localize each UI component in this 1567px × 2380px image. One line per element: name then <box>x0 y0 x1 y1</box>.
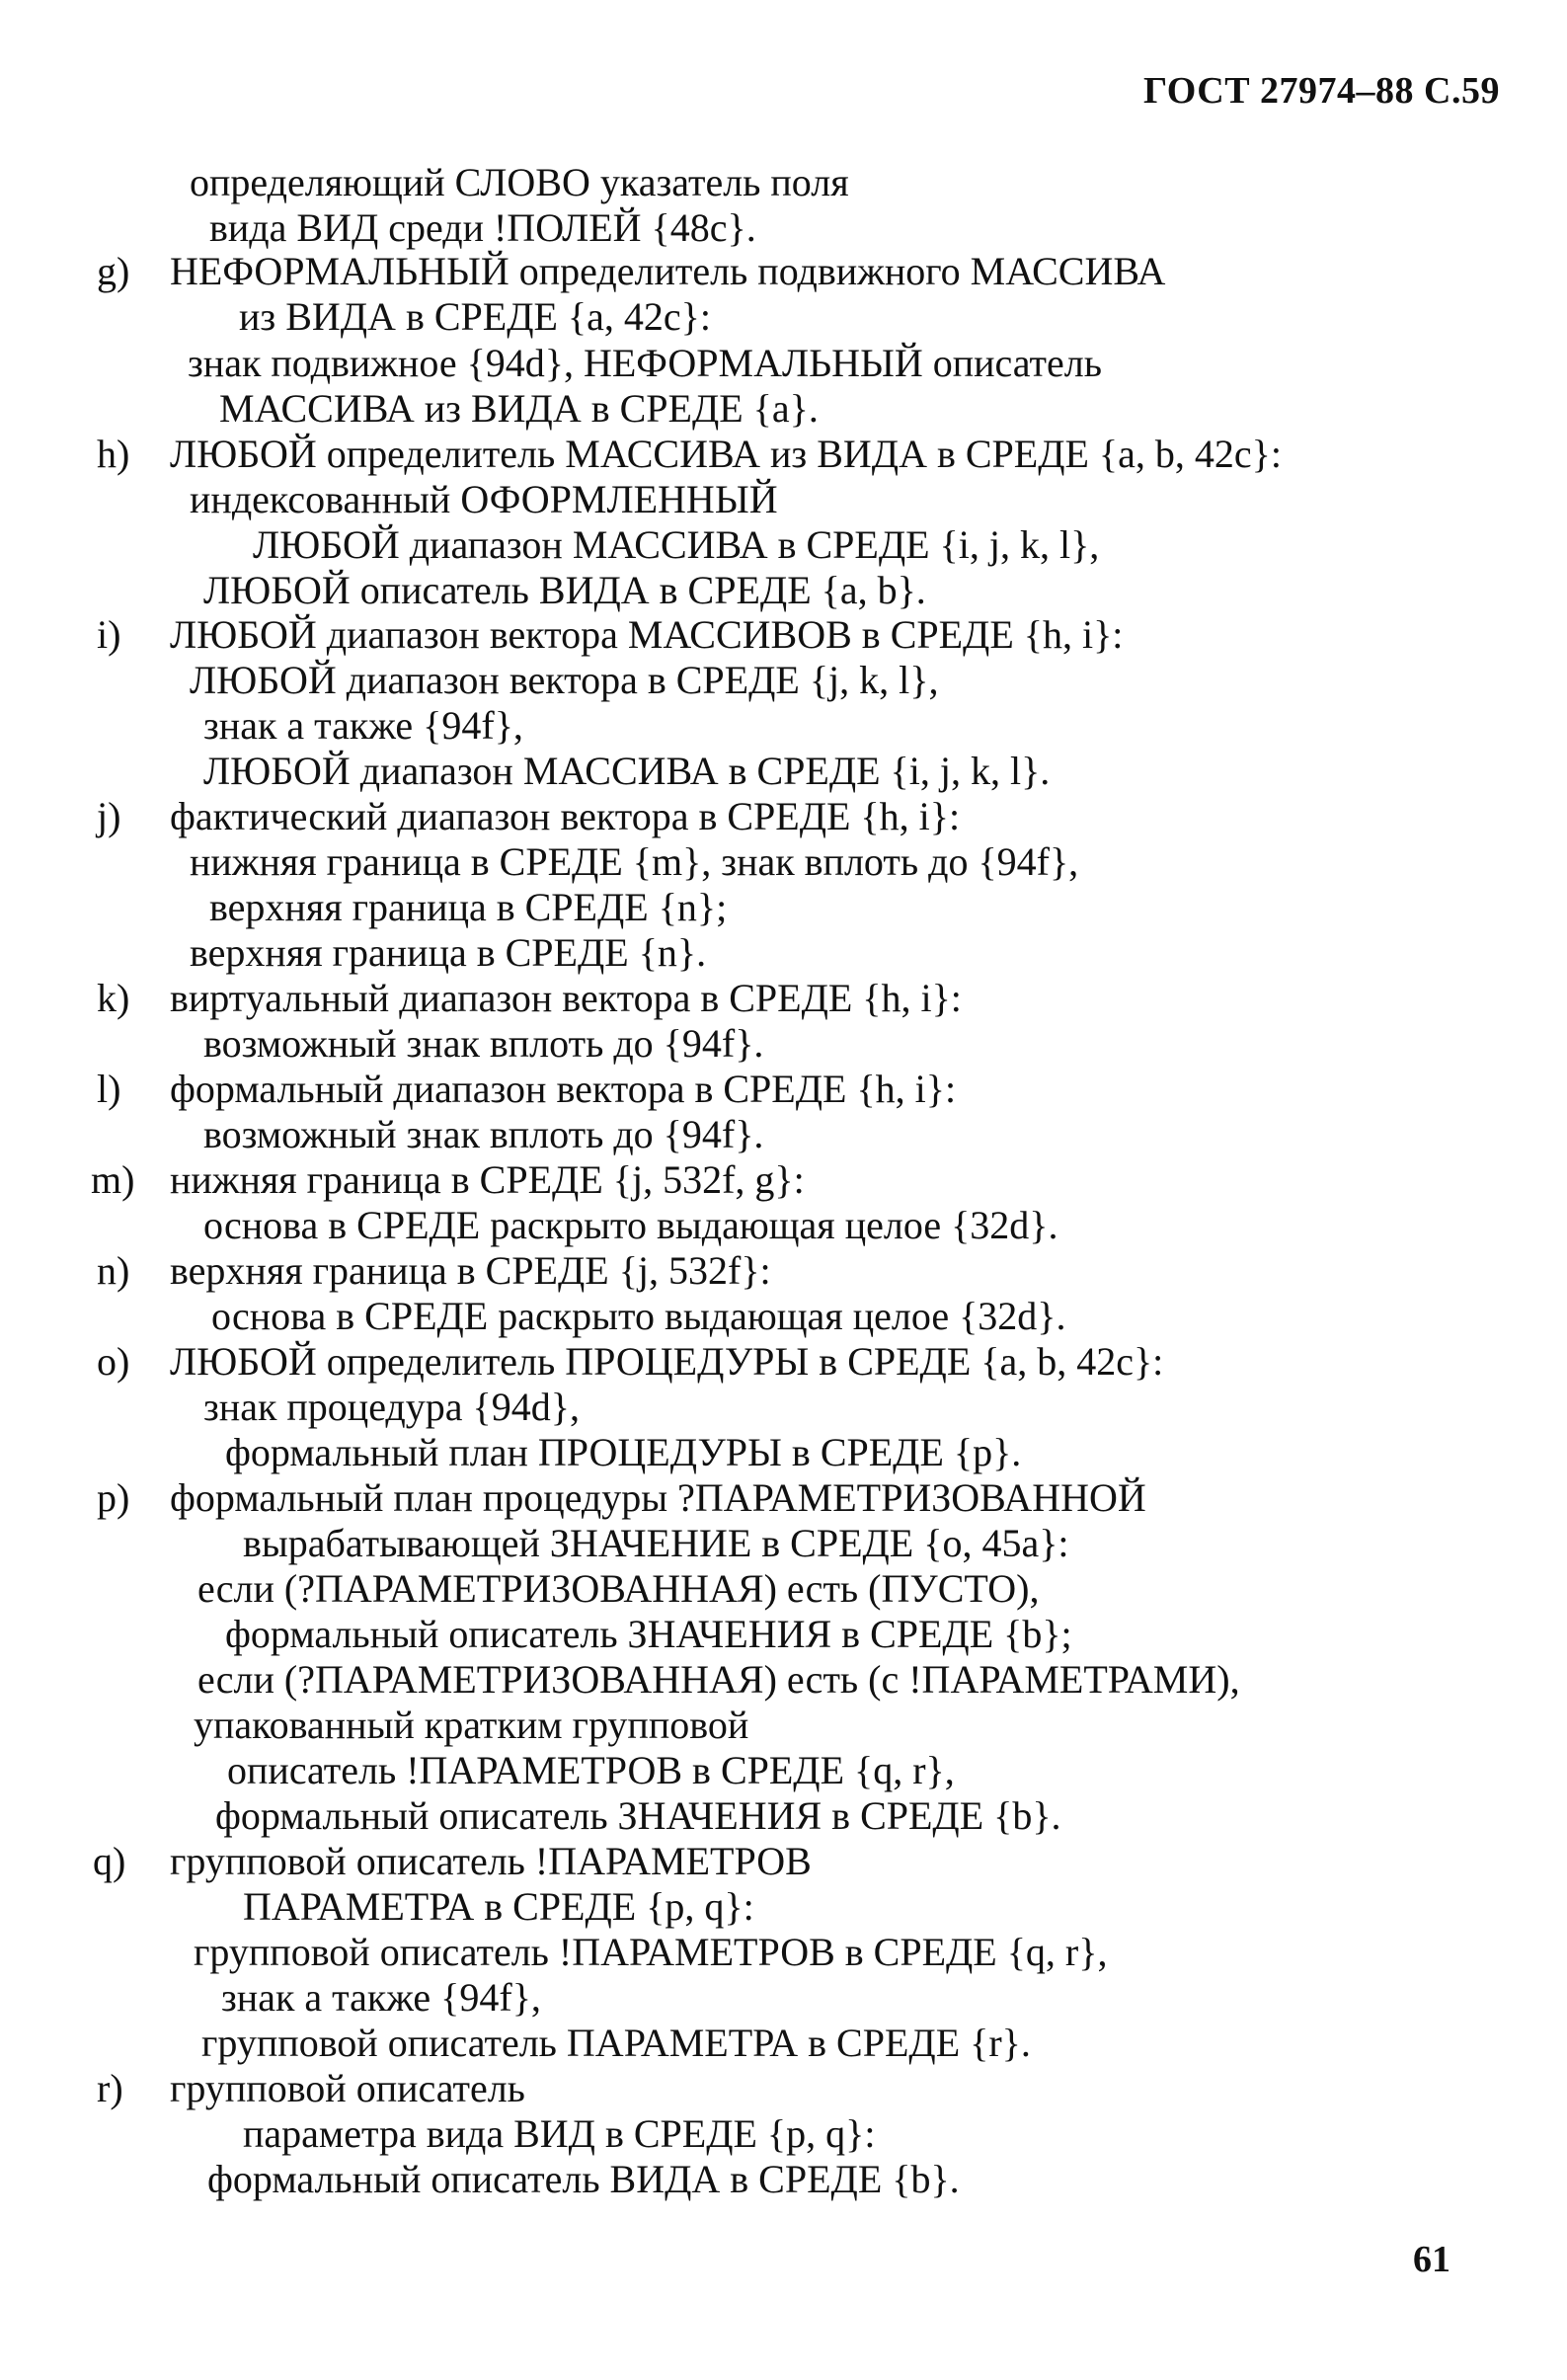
text-line: виртуальный диапазон вектора в СРЕДЕ {h, i}: <box>170 976 962 1020</box>
text-line: вырабатывающей ЗНАЧЕНИЕ в СРЕДЕ {o, 45a}: <box>243 1521 1069 1565</box>
text-line: групповой описатель !ПАРАМЕТРОВ в СРЕДЕ {q, r}, <box>194 1930 1108 1974</box>
text-line: описатель !ПАРАМЕТРОВ в СРЕДЕ {q, r}, <box>227 1748 955 1792</box>
text-line: из ВИДА в СРЕДЕ {a, 42c}: <box>239 294 711 339</box>
text-line: ЛЮБОЙ описатель ВИДА в СРЕДЕ {a, b}. <box>203 568 926 612</box>
running-header: ГОСТ 27974–88 С.59 <box>1143 70 1500 112</box>
text-line: формальный диапазон вектора в СРЕДЕ {h, i}: <box>170 1067 957 1111</box>
text-line: нижняя граница в СРЕДЕ {m}, знак вплоть до {94f}, <box>190 839 1079 884</box>
text-line: ЛЮБОЙ определитель МАССИВА из ВИДА в СРЕДЕ {a, b, 42c}: <box>170 432 1282 476</box>
text-line: формальный план процедуры ?ПАРАМЕТРИЗОВАННОЙ <box>170 1475 1146 1520</box>
item-label: m) <box>91 1157 135 1202</box>
text-line: если (?ПАРАМЕТРИЗОВАННАЯ) есть (с !ПАРАМЕТРАМИ), <box>197 1657 1240 1702</box>
item-label: n) <box>97 1248 130 1293</box>
item-label: p) <box>97 1475 130 1520</box>
text-line: индексованный ОФОРМЛЕННЫЙ <box>190 477 778 521</box>
text-line: формальный описатель ЗНАЧЕНИЯ в СРЕДЕ {b}; <box>225 1612 1072 1656</box>
item-label: q) <box>93 1839 126 1883</box>
text-line: групповой описатель !ПАРАМЕТРОВ <box>170 1839 812 1883</box>
text-line: определяющий СЛОВО указатель поля <box>190 160 849 204</box>
text-line: основа в СРЕДЕ раскрыто выдающая целое {32d}. <box>211 1294 1066 1338</box>
text-line: фактический диапазон вектора в СРЕДЕ {h, i}: <box>170 794 961 838</box>
text-line: вида ВИД среди !ПОЛЕЙ {48c}. <box>209 205 756 250</box>
text-line: нижняя граница в СРЕДЕ {j, 532f, g}: <box>170 1157 805 1202</box>
item-label: r) <box>97 2066 123 2110</box>
text-line: верхняя граница в СРЕДЕ {j, 532f}: <box>170 1248 771 1293</box>
text-line: ЛЮБОЙ диапазон вектора в СРЕДЕ {j, k, l}, <box>190 658 939 702</box>
text-line: ПАРАМЕТРА в СРЕДЕ {p, q}: <box>243 1884 754 1929</box>
text-line: верхняя граница в СРЕДЕ {n}. <box>190 930 707 975</box>
text-line: знак а также {94f}, <box>221 1975 541 2020</box>
text-line: формальный описатель ВИДА в СРЕДЕ {b}. <box>207 2157 960 2201</box>
item-label: l) <box>97 1067 121 1111</box>
text-line: знак подвижное {94d}, НЕФОРМАЛЬНЫЙ описатель <box>188 341 1102 385</box>
text-line: ЛЮБОЙ определитель ПРОЦЕДУРЫ в СРЕДЕ {a, b, 42c}: <box>170 1339 1164 1384</box>
text-line: ЛЮБОЙ диапазон вектора МАССИВОВ в СРЕДЕ {h, i}: <box>170 612 1124 657</box>
text-line: параметра вида ВИД в СРЕДЕ {p, q}: <box>243 2111 876 2156</box>
text-line: возможный знак вплоть до {94f}. <box>203 1021 764 1066</box>
text-line: знак а также {94f}, <box>203 703 523 748</box>
item-label: g) <box>97 249 130 293</box>
text-line: ЛЮБОЙ диапазон МАССИВА в СРЕДЕ {i, j, k, l}. <box>203 749 1051 793</box>
item-label: h) <box>97 432 130 476</box>
item-label: k) <box>97 976 130 1020</box>
item-label: o) <box>97 1339 130 1384</box>
text-line: знак процедура {94d}, <box>203 1385 580 1429</box>
item-label: j) <box>97 794 121 838</box>
text-line: формальный план ПРОЦЕДУРЫ в СРЕДЕ {p}. <box>225 1430 1022 1474</box>
text-line: возможный знак вплоть до {94f}. <box>203 1112 764 1156</box>
text-line: упакованный кратким групповой <box>194 1703 749 1747</box>
text-line: формальный описатель ЗНАЧЕНИЯ в СРЕДЕ {b}. <box>215 1793 1061 1838</box>
text-line: МАССИВА из ВИДА в СРЕДЕ {a}. <box>219 386 819 431</box>
text-line: ЛЮБОЙ диапазон МАССИВА в СРЕДЕ {i, j, k, l}, <box>253 522 1100 567</box>
text-line: групповой описатель ПАРАМЕТРА в СРЕДЕ {r}. <box>201 2021 1031 2065</box>
page-number: 61 <box>1413 2239 1450 2280</box>
text-line: верхняя граница в СРЕДЕ {n}; <box>209 885 728 929</box>
text-line: НЕФОРМАЛЬНЫЙ определитель подвижного МАССИВА <box>170 249 1166 293</box>
text-line: групповой описатель <box>170 2066 525 2110</box>
text-line: основа в СРЕДЕ раскрыто выдающая целое {32d}. <box>203 1203 1058 1247</box>
text-line: если (?ПАРАМЕТРИЗОВАННАЯ) есть (ПУСТО), <box>197 1566 1040 1611</box>
item-label: i) <box>97 612 121 657</box>
